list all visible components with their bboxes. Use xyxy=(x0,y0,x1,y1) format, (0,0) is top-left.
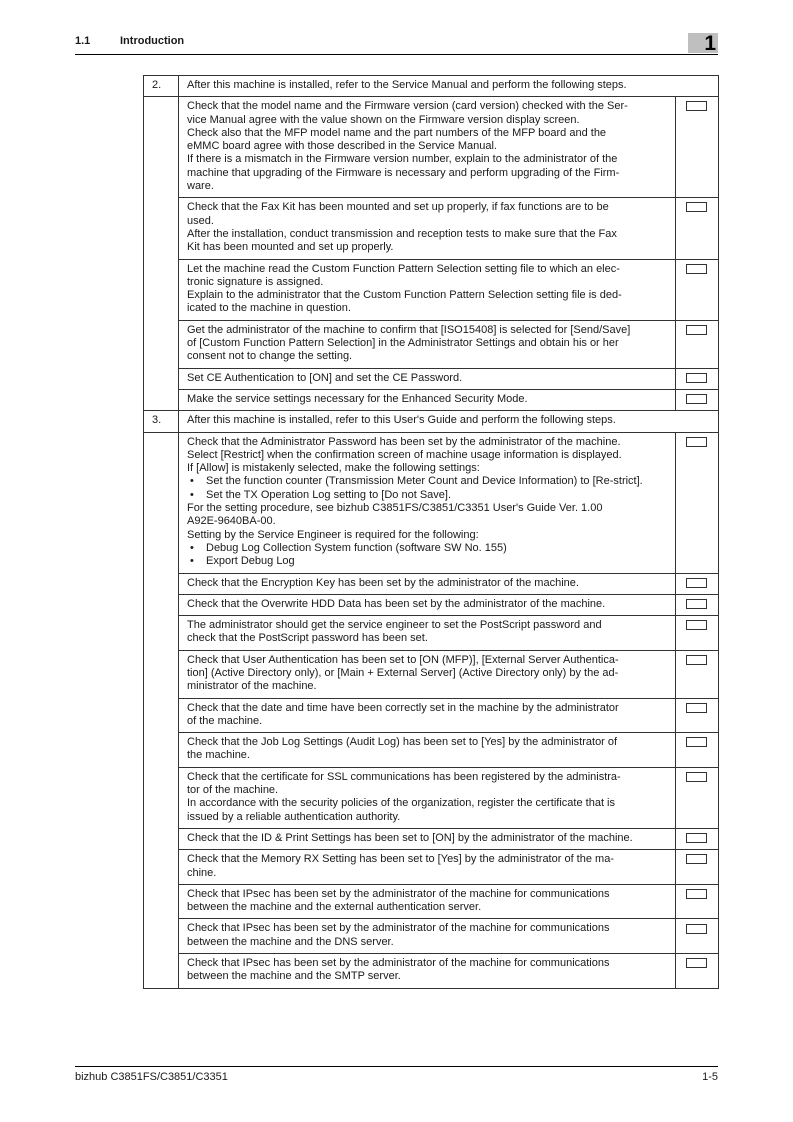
checklist-item-text xyxy=(179,884,676,919)
item-line: tor of the machine. xyxy=(187,784,279,797)
page-number: 1-5 xyxy=(702,1071,718,1083)
checkbox-cell xyxy=(675,573,718,594)
step-spacer-cell xyxy=(144,97,179,411)
checkbox[interactable] xyxy=(686,264,707,274)
checkbox-cell xyxy=(675,884,718,919)
item-line: machine that upgrading of the Firmware is necessary and perform upgrading of the Firm- xyxy=(187,166,620,179)
checkbox-cell xyxy=(675,368,718,389)
section-number: 1.1 xyxy=(75,35,91,47)
checkbox-cell xyxy=(675,828,718,849)
item-line: the machine. xyxy=(187,749,250,762)
checkbox[interactable] xyxy=(686,924,707,934)
checkbox-cell xyxy=(675,198,718,259)
section-title: Introduction xyxy=(120,35,185,47)
item-line: between the machine and the DNS server. xyxy=(187,935,394,948)
checklist-item-text xyxy=(179,389,676,410)
checklist-item-row xyxy=(144,650,719,698)
checklist-item-row xyxy=(144,573,719,594)
item-line: Explain to the administrator that the Custom Function Pattern Selection setting file is ded- xyxy=(187,289,622,302)
bullet-item: • Set the TX Operation Log setting to [Do not Save]. xyxy=(187,489,667,502)
item-line: Select [Restrict] when the confirmation screen of machine usage information is displayed. xyxy=(187,448,622,461)
item-line: between the machine and the SMTP server. xyxy=(187,970,401,983)
footer-product: bizhub C3851FS/C3851/C3351 xyxy=(75,1071,228,1083)
item-line: icated to the machine in question. xyxy=(187,302,351,315)
checklist-item-row xyxy=(144,198,719,259)
item-line: Get the administrator of the machine to confirm that [ISO15408] is selected for [Send/Save] xyxy=(187,323,631,336)
item-line: If there is a mismatch in the Firmware version number, explain to the administrator of the xyxy=(187,153,618,166)
checkbox-cell xyxy=(675,616,718,651)
checkbox[interactable] xyxy=(686,101,707,111)
checklist-item-text xyxy=(179,650,676,698)
item-line: ministrator of the machine. xyxy=(187,680,317,693)
checkbox[interactable] xyxy=(686,394,707,404)
item-line: eMMC board agree with those described in the Service Manual. xyxy=(187,140,497,153)
checkbox[interactable] xyxy=(686,202,707,212)
checklist-item-text xyxy=(179,259,676,320)
checklist-item-text xyxy=(179,919,676,954)
checklist-item-row xyxy=(144,767,719,828)
item-line: Check that IPsec has been set by the administrator of the machine for communications xyxy=(187,957,610,970)
item-line: After the installation, conduct transmission and reception tests to make sure that the Fax xyxy=(187,227,617,240)
bullet-item: • Debug Log Collection System function (software SW No. 155) xyxy=(187,542,667,555)
checkbox[interactable] xyxy=(686,599,707,609)
header-rule xyxy=(75,54,718,55)
checkbox-cell xyxy=(675,320,718,368)
item-line: issued by a reliable authentication authority. xyxy=(187,810,401,823)
item-line: A92E-9640BA-00. xyxy=(187,515,276,528)
checkbox[interactable] xyxy=(686,737,707,747)
checklist-item-row xyxy=(144,733,719,768)
checklist-item-text xyxy=(179,432,676,573)
checkbox-cell xyxy=(675,389,718,410)
item-line: Setting by the Service Engineer is required for the following: xyxy=(187,528,479,541)
item-line: In accordance with the security policies of the organization, register the certificate that is xyxy=(187,797,615,810)
checkbox-cell xyxy=(675,432,718,573)
item-line: consent not to change the setting. xyxy=(187,350,353,363)
item-line: Check that the Fax Kit has been mounted and set up properly, if fax functions are to be xyxy=(187,201,609,214)
checklist-item-row xyxy=(144,368,719,389)
item-line: chine. xyxy=(187,866,217,879)
checklist-item-row xyxy=(144,259,719,320)
item-line: tion] (Active Directory only), or [Main + External Server] (Active Directory only) by the ad- xyxy=(187,666,619,679)
item-line: If [Allow] is mistakenly selected, make the following settings: xyxy=(187,462,480,475)
checklist-item-row xyxy=(144,432,719,573)
checklist-item-text xyxy=(179,368,676,389)
checkbox-cell xyxy=(675,767,718,828)
checkbox[interactable] xyxy=(686,958,707,968)
step-heading: After this machine is installed, refer to this User's Guide and perform the following steps. xyxy=(179,411,719,432)
checkbox-cell xyxy=(675,698,718,733)
checklist-item-text xyxy=(179,616,676,651)
checklist-item-row xyxy=(144,616,719,651)
checklist-item-row xyxy=(144,97,719,198)
checklist-item-row xyxy=(144,884,719,919)
checkbox[interactable] xyxy=(686,889,707,899)
item-line: of [Custom Function Pattern Selection] in the Administrator Settings and obtain his or her xyxy=(187,337,619,350)
checkbox-cell xyxy=(675,650,718,698)
item-line: of the machine. xyxy=(187,714,263,727)
item-line: vice Manual agree with the value shown on the Firmware version display screen. xyxy=(187,113,580,126)
checkbox-cell xyxy=(675,919,718,954)
step-row xyxy=(144,411,719,432)
checklist-item-row xyxy=(144,389,719,410)
checkbox-cell xyxy=(675,733,718,768)
checklist-item-row xyxy=(144,320,719,368)
item-line: Check also that the MFP model name and the part numbers of the MFP board and the xyxy=(187,126,607,139)
checklist-item-text xyxy=(179,767,676,828)
item-line: Kit has been mounted and set up properly. xyxy=(187,241,394,254)
page-header xyxy=(75,32,718,55)
item-line: The administrator should get the service engineer to set the PostScript password and xyxy=(187,619,602,632)
item-line: Check that the date and time have been correctly set in the machine by the administrator xyxy=(187,701,619,714)
checkbox-cell xyxy=(675,594,718,615)
checklist-item-row xyxy=(144,850,719,885)
item-line: Set CE Authentication to [ON] and set the CE Password. xyxy=(187,371,463,384)
bullet-item: • Export Debug Log xyxy=(187,555,667,568)
item-line: Check that the Administrator Password has been set by the administrator of the machine. xyxy=(187,435,621,448)
checklist-item-row xyxy=(144,698,719,733)
checklist-item-text xyxy=(179,828,676,849)
item-line: ware. xyxy=(187,180,214,193)
checklist-item-text xyxy=(179,733,676,768)
item-line: Check that IPsec has been set by the administrator of the machine for communications xyxy=(187,922,610,935)
checkbox[interactable] xyxy=(686,373,707,383)
item-line: between the machine and the external authentication server. xyxy=(187,901,482,914)
item-line: Check that the Memory RX Setting has been set to [Yes] by the administrator of the ma- xyxy=(187,853,614,866)
step-heading: After this machine is installed, refer to the Service Manual and perform the following steps. xyxy=(179,76,719,97)
checklist-item-text xyxy=(179,573,676,594)
checkbox[interactable] xyxy=(686,772,707,782)
item-line: Check that IPsec has been set by the administrator of the machine for communications xyxy=(187,887,610,900)
item-line: Check that the certificate for SSL communications has been registered by the administra- xyxy=(187,770,621,783)
checkbox[interactable] xyxy=(686,833,707,843)
item-line: Check that the model name and the Firmware version (card version) checked with the Ser- xyxy=(187,100,628,113)
chapter-number: 1 xyxy=(704,32,716,55)
checklist-item-text xyxy=(179,594,676,615)
checklist-table xyxy=(143,75,719,989)
item-line: Check that the Overwrite HDD Data has been set by the administrator of the machine. xyxy=(187,597,606,610)
checkbox[interactable] xyxy=(686,437,707,447)
step-number: 3. xyxy=(144,411,179,432)
step-number: 2. xyxy=(144,76,179,97)
step-spacer-cell xyxy=(144,432,179,988)
checklist-item-text xyxy=(179,198,676,259)
step-row xyxy=(144,76,719,97)
checklist-item-text xyxy=(179,97,676,198)
checkbox-cell xyxy=(675,259,718,320)
item-line: Let the machine read the Custom Function Pattern Selection setting file to which an elec- xyxy=(187,262,620,275)
footer-rule xyxy=(75,1066,718,1067)
checkbox-cell xyxy=(675,954,718,989)
checkbox-cell xyxy=(675,97,718,198)
bullet-item: • Set the function counter (Transmission Meter Count and Device Information) to [Re-strict]. xyxy=(187,475,667,488)
checklist-item-row xyxy=(144,828,719,849)
checkbox[interactable] xyxy=(686,578,707,588)
item-line: Check that the ID & Print Settings has been set to [ON] by the administrator of the machine. xyxy=(187,831,633,844)
item-line: Check that the Encryption Key has been set by the administrator of the machine. xyxy=(187,576,579,589)
item-line: tronic signature is assigned. xyxy=(187,275,324,288)
checkbox[interactable] xyxy=(686,854,707,864)
item-line: check that the PostScript password has been set. xyxy=(187,632,428,645)
checkbox[interactable] xyxy=(686,620,707,630)
item-line: used. xyxy=(187,214,214,227)
checklist-item-text xyxy=(179,320,676,368)
checklist-item-text xyxy=(179,954,676,989)
item-line: Check that the Job Log Settings (Audit Log) has been set to [Yes] by the administrator of xyxy=(187,736,618,749)
checklist-item-text xyxy=(179,850,676,885)
checkbox[interactable] xyxy=(686,655,707,665)
checklist-item-row xyxy=(144,594,719,615)
checklist-item-text xyxy=(179,698,676,733)
checkbox[interactable] xyxy=(686,703,707,713)
checklist-item-row xyxy=(144,919,719,954)
item-line: For the setting procedure, see bizhub C3851FS/C3851/C3351 User's Guide Ver. 1.00 xyxy=(187,502,603,515)
item-line: Check that User Authentication has been set to [ON (MFP)], [External Server Authentica- xyxy=(187,653,619,666)
item-line: Make the service settings necessary for the Enhanced Security Mode. xyxy=(187,392,528,405)
checkbox[interactable] xyxy=(686,325,707,335)
checklist-item-row xyxy=(144,954,719,989)
checkbox-cell xyxy=(675,850,718,885)
